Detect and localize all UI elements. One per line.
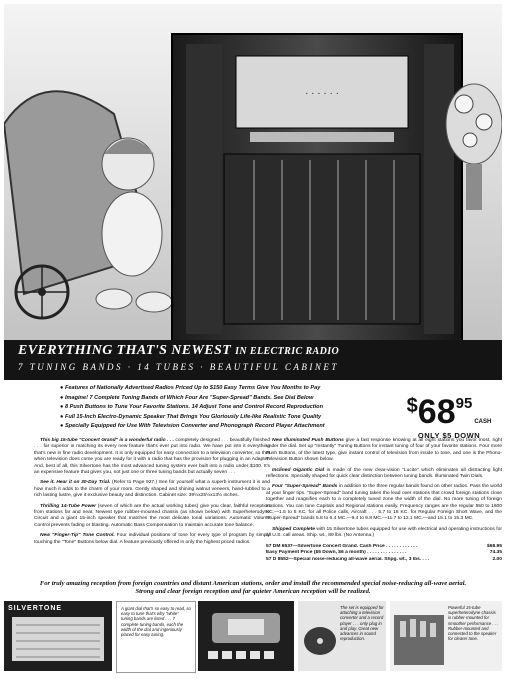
body-paragraph: See it. Hear it on 30-Day Trial. (Refer to Page 927.) See for yourself what a superb instrument it is and how much it adds to the charm of your room. Gently shaped and shining walnut veneers, hand-rubbed to a rich lasting lustre, give it exclusive beauty and distinction. Cabinet size: 39½x25½x13½ inches. <box>34 480 270 499</box>
detail-tile-dial <box>4 601 112 671</box>
banner-headline: EVERYTHING THAT'S NEWEST IN ELECTRIC RADIO <box>18 343 340 358</box>
body-paragraph: Shipped Complete with 15 Silvertone tubes equipped for use with electrical and operating instructions for all U.S. call areas. Ship. wt., 89 lbs. (No Antenna.) <box>266 526 502 539</box>
banner-subline: 7 TUNING BANDS · 14 TUBES · BEAUTIFUL CABINET <box>18 362 339 372</box>
tile-caption: A giant dial that's so easy to read, so easy to tune that's why “white” tuning bands are listed . . . 7 complete tuning bands, each the width of the dial and ingeniously placed for easy tuning. <box>121 606 191 638</box>
detail-tile-chassis <box>390 601 502 671</box>
feature-item: ● Features of Nationally Advertised Radios Priced Up to $150 Easy Terms Give You Months to Pay <box>60 384 398 394</box>
svg-text:· · · · · ·: · · · · · · <box>305 88 339 99</box>
order-line-label: 57 DM 6537—Silvertone Concert Grand. Cash Price . . . . . . . . . . . . <box>266 543 418 549</box>
price-cash-label: CASH <box>474 419 492 425</box>
feature-item: ● Specially Equipped for Use With Television Converter and Phonograph Record Player Attachment <box>60 422 398 432</box>
radio-cabinet-illustration <box>172 34 462 342</box>
order-line-price: $68.95 <box>487 543 502 549</box>
push-button-panel-illustration <box>198 601 294 671</box>
price-dollar-sign: $ <box>406 395 418 417</box>
body-paragraph: New Illuminated Push Buttons give a fast response knowing at all eight stations you favor most, right under the dial. Set up "Instantly" Tuning Buttons for instant tuning of four of your favorite stations. Four more Push Buttons, of the latest type, give instant control of television from inside to tone, and one is the Phono-Television Button shown below. <box>266 438 503 463</box>
product-photo <box>4 4 502 380</box>
body-paragraph: Four "Super-Spread" Bands in addition to the three regular bands found on other radios. Pass the world at your finger tips. "Super-Spread" band tuning takes the lead over stations that crowd foreign stations close together and magnifies each to a completely tuned zone the width of the dial. No more tuning of foreign stations. You can tune Capitals and Regional stations easily. Frequency ranges are the regular 550 to 1600 KC.—1.5 to 5 KC. for all Police calls, Aircraft . . . 5.7 to 18 KC. for Regular Foreign Short Wave, and the "Super-Spread" bands 5.8 to 6.4 MC.—9.4 to 9.8 MC.—11.7 to 12.1 MC.—and 15.1 to 15.3 MC. <box>266 484 502 522</box>
body-copy-left <box>34 438 270 550</box>
price-block <box>396 395 502 440</box>
body-paragraph: New "Finger-Tip" Tone Control. Four individual positions of tone for every type of program by simply touching the "Tone" Buttons below dial. A feature previously offered in only the highest priced radios. <box>34 533 270 545</box>
detail-tile-television <box>298 601 386 671</box>
body-copy-right <box>266 438 502 563</box>
tile-caption: The set is equipped for attaching a television converter and a record player . . . only plug in and play. Great new advances in sound reproduction. <box>340 605 384 642</box>
order-line-price: 2.00 <box>492 556 502 562</box>
headline-banner <box>4 340 502 380</box>
aerial-recommendation-note: For truly amazing reception from foreign countries and distant American stations, order and install the recommended special noise-reducing all-wave aerial. Strong and clear foreign reception and far quieter American reception will be realized. <box>39 580 467 595</box>
body-paragraph: This big 15-tube "Concert Grand" is a wonderful radio . . . completely designed . . . beautifully finished . . . far superior in matching its every new feature that's ever put into radio. We have put into it everything that's new in fine radio development. It is only equipped for easy connection to a television converter, so that when television does come you are ready for it with a radio that has the provision for plugging in an Adapter. And, best of all, this Silvertone has the most advanced tuning system ever built into a radio under $100. It's an expensive feature that gives you, not just one or three tuning bands but actually seven . . . <box>34 438 270 476</box>
order-line <box>266 557 502 563</box>
brand-logo: SILVERTONE <box>8 605 63 612</box>
tile-caption: Powerful 15-tube superheterodyne chassis is rubber-mounted for smoother performance . . . Rubber-mounted and connected to the speaker for clearer tone. <box>448 605 499 642</box>
order-line-label: 57 D 8552—Special noise-reducing all-wave aerial. Shpg. wt., 3 lbs. . . . <box>266 556 430 562</box>
price-dollars: 68 <box>417 393 456 431</box>
body-paragraph: Thrilling 14-Tube Power (seven of which are the actual working tubes) give you clear, faithful reception from stations far and near. Newest type rubber-mounted chassis (as shown below) with Superheterodyne Circuit and a giant 15-inch speaker that matches the most delicate tonal variations. Automatic Volume Control prevents fading or blasting. Automatic Bass Compensation to maintain accurate tone balance. <box>34 503 270 528</box>
detail-photo-strip <box>4 601 502 673</box>
body-paragraph: Inclined Gigantic Dial is made of the new clear-vision "Lucite" which eliminates all distracting light reflections. Specially shaped for quick clear distinction between tuning bands. Illuminated Twin Dials. <box>266 467 502 480</box>
feature-item: ● 8 Push Buttons to Tune Your Favorite Stations. 14 Adjust Tone and Control Record Reproduction <box>60 403 398 413</box>
order-line-price: 74.35 <box>489 550 502 556</box>
feature-list <box>60 384 398 432</box>
detail-tile-dial-text <box>116 601 196 673</box>
price-down-payment: ONLY $5 DOWN <box>417 431 481 440</box>
detail-tile-push-buttons <box>198 601 294 671</box>
price-figure <box>396 395 502 429</box>
feature-item: ● Full 15-Inch Electro-Dynamic Speaker That Brings You Gloriously Life-like Realistic Tone Quality <box>60 413 398 423</box>
feature-item: ● Imagine! 7 Complete Tuning Bands of Which Four Are "Super-Spread" Bands. See Dial Below <box>60 394 398 404</box>
order-line-label: Easy Payment Price ($5 Down, $6 a month) . . . . . . . . . . . . . . . <box>266 550 407 556</box>
radio-scene-illustration <box>4 4 502 380</box>
price-cents: 95 <box>455 395 473 412</box>
